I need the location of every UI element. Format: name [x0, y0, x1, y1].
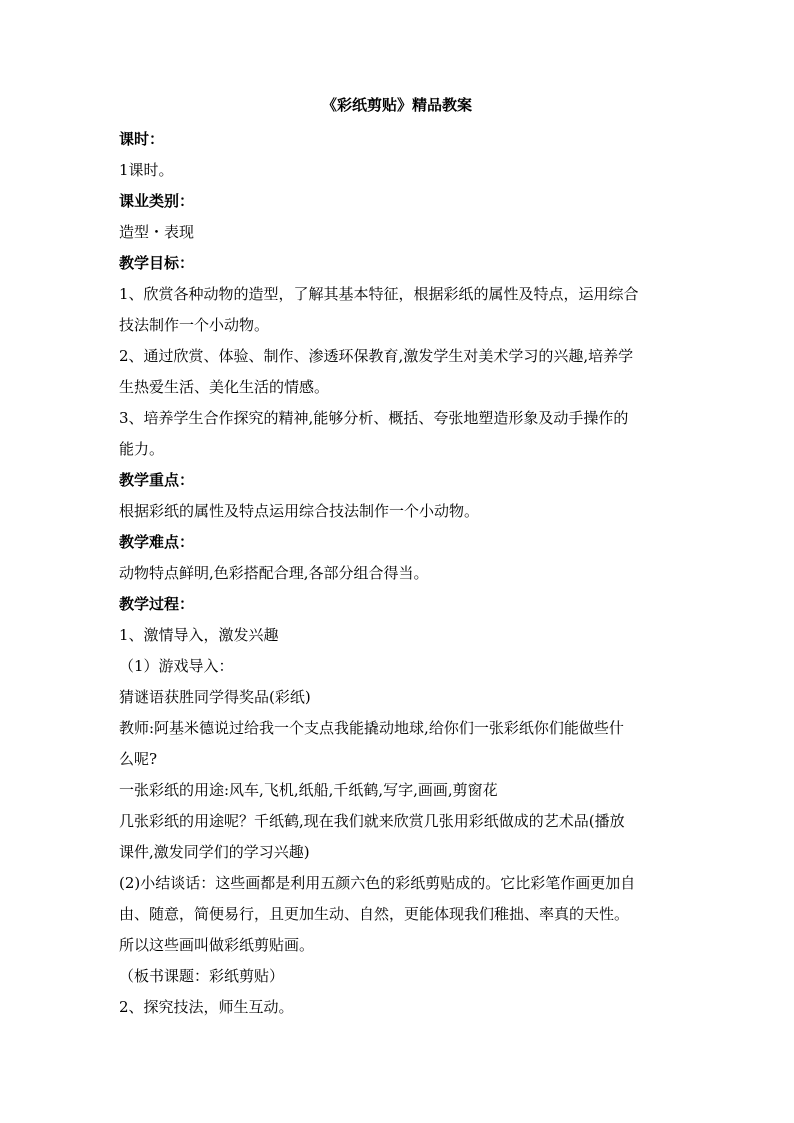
text-line: 生热爱生活、美化生活的情感。 — [119, 378, 330, 396]
text-line: 么呢? — [119, 750, 158, 768]
document-body — [119, 124, 679, 1023]
heading-teaching-process: 教学过程： — [119, 595, 195, 613]
text-line: 能力。 — [119, 440, 165, 458]
heading-course-type: 课业类别： — [119, 192, 195, 210]
text-line: 一张彩纸的用途:风车,飞机,纸船,千纸鹤,写字,画画,剪窗花 — [119, 781, 498, 799]
text-line: （板书课题：彩纸剪贴） — [119, 967, 285, 985]
text-line: 猜谜语获胜同学得奖品(彩纸) — [119, 688, 311, 706]
text-line: 教师:阿基米德说过给我一个支点我能撬动地球,给你们一张彩纸你们能做些什 — [119, 719, 624, 737]
text-line: 1课时。 — [119, 161, 174, 179]
text-line: 几张彩纸的用途呢？千纸鹤,现在我们就来欣赏几张用彩纸做成的艺术品(播放 — [119, 812, 625, 830]
text-line: 由、随意，简便易行，且更加生动、自然，更能体现我们稚拙、率真的天性。 — [119, 905, 630, 923]
text-line: 所以这些画叫做彩纸剪贴画。 — [119, 936, 315, 954]
heading-teaching-goals: 教学目标： — [119, 254, 195, 272]
text-line: 2、通过欣赏、体验、制作、渗透环保教育,激发学生对美术学习的兴趣,培养学 — [119, 347, 634, 365]
text-line: 3、培养学生合作探究的精神,能够分析、概括、夸张地塑造形象及动手操作的 — [119, 409, 629, 427]
heading-key-points: 教学重点： — [119, 471, 195, 489]
text-line: 造型・表现 — [119, 223, 195, 241]
heading-class-hours: 课时： — [119, 130, 165, 148]
document-title: 《彩纸剪贴》精品教案 — [321, 96, 472, 114]
heading-difficulties: 教学难点： — [119, 533, 195, 551]
text-line: (2)小结谈话：这些画都是利用五颜六色的彩纸剪贴成的。它比彩笔作画更加自 — [119, 874, 636, 892]
text-line: 根据彩纸的属性及特点运用综合技法制作一个小动物。 — [119, 502, 480, 520]
text-line: 技法制作一个小动物。 — [119, 316, 270, 334]
text-line: 课件,激发同学们的学习兴趣) — [119, 843, 310, 861]
text-line: 1、激情导入，激发兴趣 — [119, 626, 279, 644]
text-line: 动物特点鲜明,色彩搭配合理,各部分组合得当。 — [119, 564, 429, 582]
text-line: 1、欣赏各种动物的造型，了解其基本特征，根据彩纸的属性及特点，运用综合 — [119, 285, 639, 303]
text-line: 2、探究技法，师生互动。 — [119, 998, 294, 1016]
text-line: （1）游戏导入： — [119, 657, 234, 675]
